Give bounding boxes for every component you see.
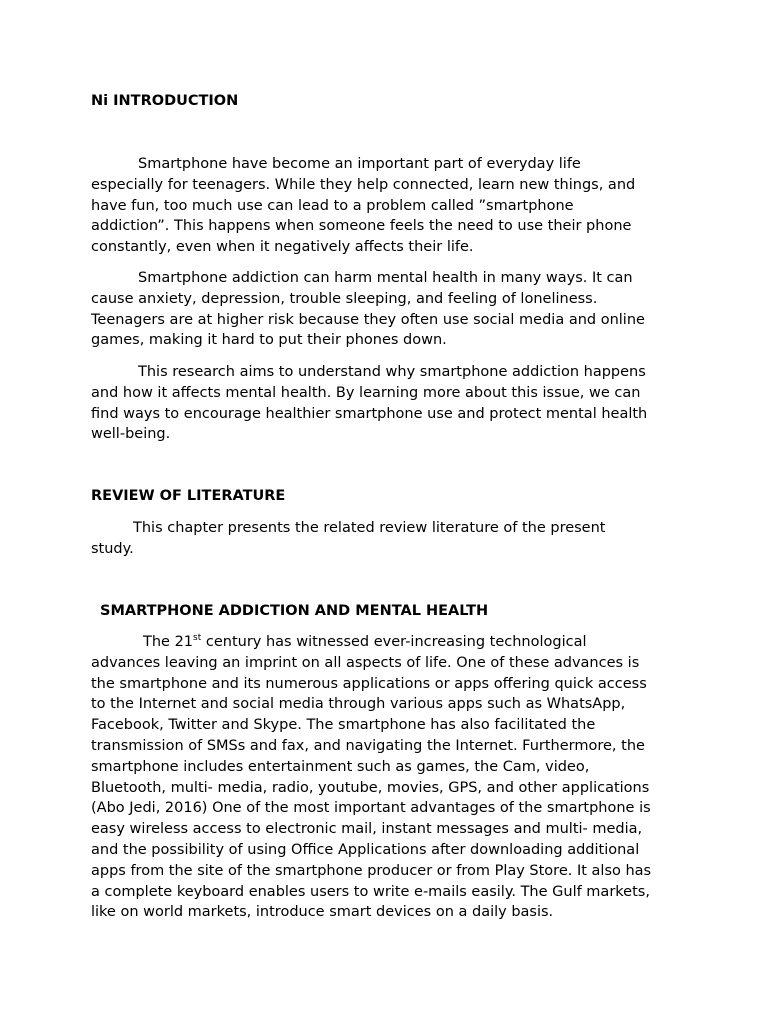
first-line-pre: The 21 <box>143 634 194 650</box>
paragraph-line: Teenagers are at higher risk because they often use social media and online <box>91 311 645 328</box>
paragraph-line: (Abo Jedi, 2016) One of the most important advantages of the smartphone is <box>91 800 651 817</box>
intro-paragraph-2 <box>91 268 681 351</box>
paragraph-line: the smartphone and its numerous applications or apps offering quick access <box>91 675 647 692</box>
review-heading: REVIEW OF LITERATURE <box>91 488 286 504</box>
paragraph-line: Bluetooth, multi- media, radio, youtube, movies, GPS, and other applications <box>91 779 650 796</box>
review-paragraph <box>91 518 681 560</box>
paragraph-line: constantly, even when it negatively affects their life. <box>91 239 474 256</box>
paragraph-line: a complete keyboard enables users to write e-mails easily. The Gulf markets, <box>91 883 650 900</box>
paragraph-line: to the Internet and social media through various apps such as WhatsApp, <box>91 696 626 713</box>
paragraph-line: easy wireless access to electronic mail, instant messages and multi- media, <box>91 821 643 838</box>
paragraph-line: and how it affects mental health. By learning more about this issue, we can <box>91 384 641 401</box>
paragraph-line: games, making it hard to put their phones down. <box>91 332 447 349</box>
paragraph-line: This chapter presents the related review literature of the present <box>133 520 606 536</box>
section-heading: SMARTPHONE ADDICTION AND MENTAL HEALTH <box>100 603 489 619</box>
paragraph-line: Smartphone have become an important part of everyday life <box>138 156 581 172</box>
paragraph-line: and the possibility of using Office Applications after downloading additional <box>91 841 640 858</box>
first-line-post: century has witnessed ever-increasing technological <box>201 634 587 650</box>
paragraph-line: This research aims to understand why smartphone addiction happens <box>138 364 646 380</box>
paragraph-line: transmission of SMSs and fax, and navigating the Internet. Furthermore, the <box>91 737 645 754</box>
paragraph-line: study. <box>91 540 134 557</box>
paragraph-line: like on world markets, introduce smart devices on a daily basis. <box>91 904 554 921</box>
paragraph-first-line <box>91 632 681 653</box>
paragraph-line: Facebook, Twitter and Skype. The smartphone has also facilitated the <box>91 717 596 734</box>
intro-heading: Ni INTRODUCTION <box>91 93 239 109</box>
paragraph-line: find ways to encourage healthier smartphone use and protect mental health <box>91 405 648 422</box>
paragraph-line: advances leaving an imprint on all aspects of life. One of these advances is <box>91 654 640 671</box>
intro-paragraph-3 <box>91 362 681 445</box>
paragraph-line: Smartphone addiction can harm mental health in many ways. It can <box>138 270 633 286</box>
paragraph-line: cause anxiety, depression, trouble sleeping, and feeling of loneliness. <box>91 290 598 307</box>
paragraph-line: especially for teenagers. While they help connected, learn new things, and <box>91 176 636 193</box>
section-paragraph <box>91 632 681 923</box>
paragraph-line: smartphone includes entertainment such as games, the Cam, video, <box>91 758 590 775</box>
intro-paragraph-1 <box>91 154 681 258</box>
paragraph-line: have fun, too much use can lead to a problem called ”smartphone <box>91 197 574 214</box>
paragraph-line: apps from the site of the smartphone producer or from Play Store. It also has <box>91 862 652 879</box>
paragraph-line: well-being. <box>91 426 171 443</box>
superscript-st: st <box>193 633 202 643</box>
paragraph-line: addiction”. This happens when someone feels the need to use their phone <box>91 218 632 235</box>
